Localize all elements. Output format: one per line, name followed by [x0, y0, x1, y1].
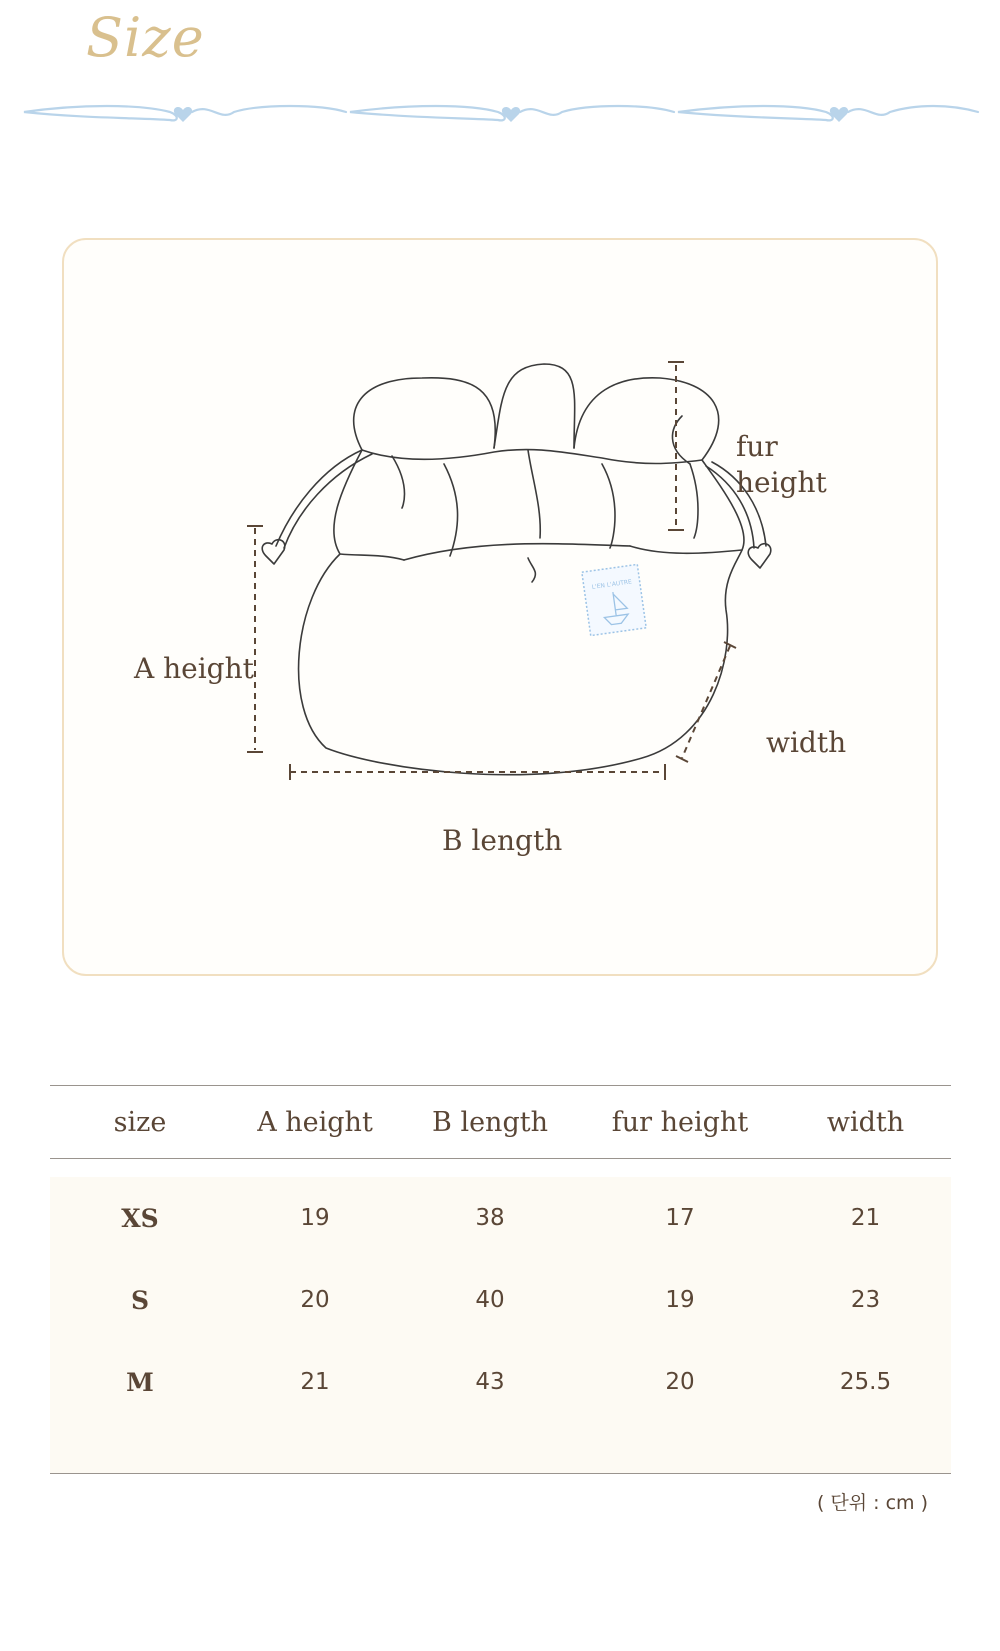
- cell-b-length: 40: [475, 1287, 505, 1313]
- page-title: Size: [86, 6, 205, 69]
- header-fur-height: fur height: [611, 1106, 749, 1138]
- cell-b-length: 43: [475, 1369, 505, 1395]
- cell-fur-height: 20: [665, 1369, 695, 1395]
- table-header: [50, 1085, 951, 1159]
- pouch-body: [299, 550, 742, 775]
- label-b-length: B length: [442, 824, 563, 857]
- ruffle-right: [574, 378, 719, 460]
- header-b-length: B length: [432, 1106, 548, 1138]
- svg-text:L'EN L'AUTRE: L'EN L'AUTRE: [591, 578, 633, 591]
- cell-fur-height: 17: [665, 1205, 695, 1231]
- label-fur: fur: [736, 430, 778, 463]
- header-width: width: [826, 1106, 905, 1138]
- ruffle-left: [354, 378, 496, 450]
- cell-width: 25.5: [839, 1369, 892, 1395]
- cell-size: S: [130, 1285, 150, 1315]
- size-table: [50, 1085, 951, 1474]
- label-height: height: [736, 466, 827, 499]
- table-row: [50, 1341, 951, 1423]
- width-dimension: [682, 646, 730, 758]
- header-a-height: A height: [257, 1106, 373, 1138]
- table-row: [50, 1177, 951, 1259]
- table-body: [50, 1177, 951, 1474]
- cell-a-height: 21: [300, 1369, 330, 1395]
- ornament-divider: [20, 100, 982, 134]
- cell-size: M: [126, 1367, 154, 1397]
- unit-note: ( 단위 : cm ): [816, 1492, 928, 1514]
- cell-fur-height: 19: [665, 1287, 695, 1313]
- cell-a-height: 19: [300, 1205, 330, 1231]
- ruffle-center: [494, 364, 575, 448]
- cell-width: 23: [850, 1287, 881, 1313]
- label-a-height: A height: [134, 652, 254, 685]
- table-row: [50, 1259, 951, 1341]
- label-width: width: [766, 726, 847, 759]
- cell-b-length: 38: [475, 1205, 505, 1231]
- brand-tag: [582, 564, 646, 635]
- cell-size: XS: [121, 1203, 159, 1233]
- header-size: size: [113, 1106, 167, 1138]
- cell-a-height: 20: [300, 1287, 330, 1313]
- cell-width: 21: [850, 1205, 881, 1231]
- pouch-illustration: [62, 238, 938, 976]
